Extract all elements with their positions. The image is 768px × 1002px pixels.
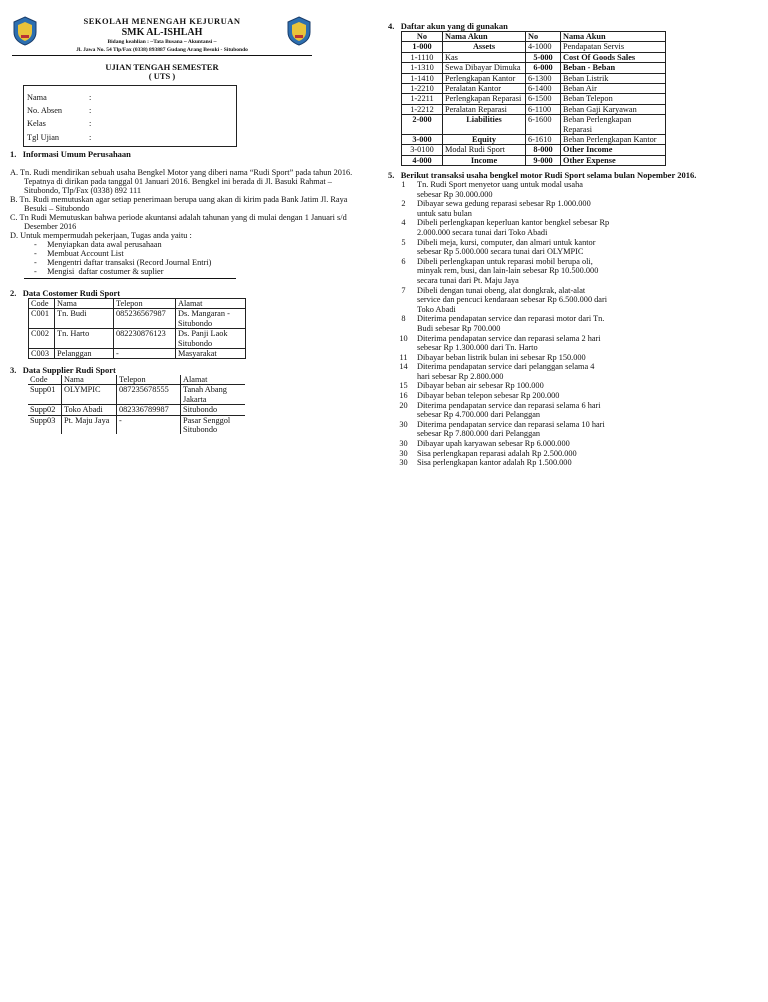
account-number-cell: 3-0100 <box>402 145 443 155</box>
account-name-cell: Peralatan Kantor <box>443 84 526 94</box>
account-number-cell: 4-1000 <box>526 42 561 52</box>
transaction-date: 30 <box>399 439 408 449</box>
transaction-date: 5 <box>401 237 406 247</box>
transaction-item <box>390 381 667 391</box>
task-item: - Membuat Account List <box>34 249 124 258</box>
cell: - <box>114 349 176 359</box>
transaction-line: sebesar Rp 30.000.000 <box>417 189 493 199</box>
account-name-cell: Liabilities <box>443 115 526 135</box>
account-name-cell: Beban Perlengkapan Kantor <box>561 135 666 145</box>
transaction-line: Diterima pendapatan service dari pelanggan selama 4 <box>417 362 595 372</box>
transaction-line: service dan pencuci kendaraan sebesar Rp 6.500.000 dari <box>417 295 608 305</box>
transaction-date: 14 <box>399 362 408 372</box>
info-a-line1: A. Tn. Rudi mendirikan sebuah usaha Bengkel Motor yang diberi nama “Rudi Sport” pada tahun 2016. <box>10 168 353 177</box>
transaction-date: 8 <box>401 314 406 324</box>
identity-box <box>23 85 237 147</box>
identity-label: Tgl Ujian <box>27 133 60 142</box>
table-row <box>402 94 666 104</box>
task-item: - Mengentri daftar transaksi (Record Journal Entri) <box>34 258 212 267</box>
account-number-cell: 4-000 <box>402 155 443 165</box>
transaction-description <box>417 439 667 449</box>
account-number-cell: 3-000 <box>402 135 443 145</box>
section5-title: 5. Berikut transaksi usaha bengkel motor Rudi Sport selama bulan Nopember 2016. <box>388 170 697 180</box>
school-type: SEKOLAH MENENGAH KEJURUAN <box>83 16 241 26</box>
info-d-line1: D. Untuk mempermudah pekerjaan, Tugas anda yaitu : <box>10 231 192 240</box>
identity-sep: : <box>89 133 92 142</box>
task-item: - Menyiapkan data awal perusahaan <box>34 240 162 249</box>
table-row <box>28 415 245 434</box>
transaction-description <box>417 218 667 237</box>
transaction-line: Dibayar upah karyawan sebesar Rp 6.000.000 <box>417 439 570 449</box>
identity-row <box>27 127 91 145</box>
account-name-cell: Equity <box>443 135 526 145</box>
column-header: Alamat <box>176 299 246 309</box>
account-name-cell: Beban Telepon <box>561 94 666 104</box>
table-row <box>29 349 246 359</box>
table-row <box>402 115 666 135</box>
school-emblem-right-icon <box>286 16 312 46</box>
transaction-description <box>417 314 667 333</box>
school-name: SMK AL-ISHLAH <box>121 27 203 38</box>
table-header-row <box>29 299 246 309</box>
transaction-item <box>390 334 667 353</box>
transaction-description <box>417 449 667 459</box>
transaction-description <box>417 420 667 439</box>
table-row <box>402 52 666 62</box>
column-header: Nama <box>62 375 117 385</box>
column-header: Nama Akun <box>561 32 666 42</box>
cell: Pt. Maju Jaya <box>62 415 117 434</box>
transaction-item <box>390 439 667 449</box>
transaction-line: Diterima pendapatan service dan reparasi motor dari Tn. <box>417 314 605 324</box>
school-fields: Bidang keahlian : ~Tata Busana ~ Akuntansi ~ <box>107 39 217 45</box>
account-name-cell: Other Income <box>561 145 666 155</box>
account-number-cell: 8-000 <box>526 145 561 155</box>
cell: C003 <box>29 349 55 359</box>
cell: 082336789987 <box>117 405 181 415</box>
cell: Supp03 <box>30 415 56 425</box>
transaction-line: Dibayar sewa gedung reparasi sebesar Rp 1.000.000 <box>417 199 591 209</box>
transaction-line: sebesar Rp 1.300.000 dari Tn. Harto <box>417 343 538 353</box>
exam-title: UJIAN TENGAH SEMESTER <box>105 62 219 72</box>
transaction-date: 2 <box>401 199 406 209</box>
account-number-cell: 1-2211 <box>402 94 443 104</box>
table-row <box>402 42 666 52</box>
account-name-cell: Perlengkapan Kantor <box>443 73 526 83</box>
cell: 087235678555 <box>117 385 181 405</box>
transaction-item <box>390 353 667 363</box>
transaction-line: 2.000.000 secara tunai dari Toko Abadi <box>417 227 548 237</box>
transaction-description <box>417 401 667 420</box>
account-number-cell: 1-1110 <box>402 52 443 62</box>
column-header: Telepon <box>117 375 181 385</box>
transaction-description <box>417 458 667 468</box>
table-row <box>402 63 666 73</box>
cell: Ds. Panji Laok Situbondo <box>176 329 246 349</box>
table-row <box>402 145 666 155</box>
table-row <box>402 104 666 114</box>
cell: C001 <box>29 309 55 329</box>
account-name-cell: Other Expense <box>561 155 666 165</box>
account-name-cell: Beban Gaji Karyawan <box>561 104 666 114</box>
transaction-line: sebesar Rp 7.800.000 dari Pelanggan <box>417 429 541 439</box>
table-row <box>28 385 245 405</box>
account-name-cell: Income <box>443 155 526 165</box>
info-a-line3: Situbondo, Tlp/Fax (0338) 892 111 <box>24 186 142 195</box>
transaction-item <box>390 286 667 315</box>
school-emblem-left-icon <box>12 16 38 46</box>
info-a-line2: Tepatnya di dirikan pada tanggal 01 Januari 2016. Bengkel ini berada di Jl. Basuki Rahmat – <box>24 177 332 186</box>
transaction-line: secara tunai dari Pt. Maju Jaya <box>417 275 519 285</box>
account-number-cell: 1-1410 <box>402 73 443 83</box>
identity-label: No. Absen <box>27 106 63 115</box>
cell: C002 <box>29 329 55 349</box>
cell: Ds. Mangaran - Situbondo <box>176 309 246 329</box>
cell: Supp02 <box>28 405 62 415</box>
cell: Toko Abadi <box>62 405 117 415</box>
cell: - <box>117 415 181 434</box>
transaction-line: Toko Abadi <box>417 304 456 314</box>
section1-title: 1. Informasi Umum Perusahaan <box>10 149 131 159</box>
transaction-date: 6 <box>401 256 406 266</box>
transaction-list <box>390 180 667 468</box>
transaction-line: untuk satu bulan <box>417 208 472 218</box>
identity-label: Nama <box>27 93 47 102</box>
account-name-cell: Cost Of Goods Sales <box>561 52 666 62</box>
transaction-line: sebesar Rp 5.000.000 secara tunai dari OLYMPIC <box>417 247 584 257</box>
transaction-line: Dibayar beban air sebesar Rp 100.000 <box>417 381 544 391</box>
account-number-cell: 6-1100 <box>526 104 561 114</box>
cell: Tanah Abang Jakarta <box>181 385 246 405</box>
account-number-cell: 2-000 <box>402 115 443 135</box>
transaction-line: Diterima pendapatan service dan reparasi selama 2 hari <box>417 333 601 343</box>
section2-title: 2. Data Costomer Rudi Sport <box>10 288 121 298</box>
supplier-table <box>28 375 245 434</box>
info-b-line2: Besuki – Situbondo <box>24 204 90 213</box>
transaction-line: Dibayar beban telepon sebesar Rp 200.000 <box>417 391 560 401</box>
column-header: Alamat <box>181 375 246 385</box>
column-header: Code <box>28 375 62 385</box>
transaction-item <box>390 218 667 237</box>
transaction-item <box>390 449 667 459</box>
transaction-date: 30 <box>399 419 408 429</box>
identity-sep: : <box>89 93 92 102</box>
info-c-line2: Desember 2016 <box>24 222 77 231</box>
account-name-cell: Peralatan Reparasi <box>443 104 526 114</box>
account-name-cell: Beban - Beban <box>561 63 666 73</box>
transaction-date: 15 <box>399 381 408 391</box>
transaction-line: sebesar Rp 4.700.000 dari Pelanggan <box>417 410 541 420</box>
cell: 082230876123 <box>114 329 176 349</box>
cell: Tn. Budi <box>55 309 114 329</box>
transaction-description <box>417 199 667 218</box>
transaction-date: 10 <box>399 333 408 343</box>
transaction-line: Dibeli dengan tunai obeng, alat dongkrak, alat-alat <box>417 285 586 295</box>
info-c-line1: C. Tn Rudi Memutuskan bahwa periode akuntansi adalah tahunan yang di mulai dengan 1 Januari s/d <box>10 213 347 222</box>
cell: Masyarakat <box>176 349 246 359</box>
transaction-line: hari sebesar Rp 2.800.000 <box>417 371 504 381</box>
transaction-description <box>417 238 667 257</box>
table-row <box>29 329 246 349</box>
cell: Pasar Senggol Situbondo <box>181 415 246 434</box>
account-number-cell: 1-1310 <box>402 63 443 73</box>
customer-table <box>28 298 246 359</box>
account-number-cell: 6-1400 <box>526 84 561 94</box>
account-name-cell: Beban Air <box>561 84 666 94</box>
account-name-cell: Modal Rudi Sport <box>443 145 526 155</box>
transaction-item <box>390 314 667 333</box>
info-b-line1: B. Tn. Rudi memutuskan agar setiap penerimaan berupa uang akan di kirim pada Bank Jatim Jl. Raya <box>10 195 348 204</box>
account-name-cell: Assets <box>443 42 526 52</box>
transaction-item <box>390 362 667 381</box>
table-row <box>402 155 666 165</box>
cell: OLYMPIC <box>62 385 117 405</box>
transaction-description <box>417 381 667 391</box>
transaction-line: Diterima pendapatan service dan reparasi selama 6 hari <box>417 400 601 410</box>
transaction-date: 4 <box>401 218 406 228</box>
cell: Pelanggan <box>55 349 114 359</box>
account-list-table <box>401 31 666 166</box>
account-number-cell: 6-1610 <box>526 135 561 145</box>
cell: 085236567987 <box>114 309 176 329</box>
transaction-line: Dibeli perlengkapan keperluan kantor bengkel sebesar Rp <box>417 218 610 228</box>
column-header: No <box>402 32 443 42</box>
cell: Situbondo <box>181 405 246 415</box>
account-number-cell: 5-000 <box>526 52 561 62</box>
account-number-cell: 6-1500 <box>526 94 561 104</box>
transaction-item <box>390 199 667 218</box>
table-row <box>402 73 666 83</box>
table-row <box>402 135 666 145</box>
account-name-cell: Beban Perlengkapan Reparasi <box>561 115 666 135</box>
account-number-cell: 6-1600 <box>526 115 561 135</box>
transaction-date: 11 <box>399 352 408 362</box>
transaction-description <box>417 257 667 286</box>
header-divider <box>12 55 312 56</box>
account-number-cell: 9-000 <box>526 155 561 165</box>
table-header-row <box>28 375 245 385</box>
transaction-date: 1 <box>401 180 406 189</box>
account-name-cell: Pendapatan Servis <box>561 42 666 52</box>
identity-sep: : <box>89 119 92 128</box>
column-header: Nama <box>55 299 114 309</box>
transaction-description <box>417 391 667 401</box>
transaction-item <box>390 391 667 401</box>
account-number-cell: 1-000 <box>402 42 443 52</box>
school-address: Jl. Jawa No. 54 Tlp/Fax (0338) 893887 Gudang Arang Besuki - Situbondo <box>76 47 248 53</box>
table-row <box>28 405 245 415</box>
transaction-line: minyak rem, busi, dan lain-lain sebesar Rp 10.500.000 <box>417 266 599 276</box>
letterhead <box>12 14 312 54</box>
transaction-line: Diterima pendapatan service dan reparasi selama 10 hari <box>417 419 605 429</box>
cell: Tn. Harto <box>55 329 114 349</box>
account-name-cell: Beban Listrik <box>561 73 666 83</box>
transaction-date: 20 <box>399 400 408 410</box>
transaction-line: Dibeli meja, kursi, computer, dan almari untuk kantor <box>417 237 596 247</box>
transaction-date: 30 <box>399 448 408 458</box>
transaction-line: Budi sebesar Rp 700.000 <box>417 323 501 333</box>
column-header: No <box>526 32 561 42</box>
task-item: - Mengisi daftar costumer & suplier <box>34 267 164 276</box>
transaction-description <box>417 334 667 353</box>
table-row <box>402 84 666 94</box>
section4-title: 4. Daftar akun yang di gunakan <box>388 21 508 31</box>
transaction-line: Sisa perlengkapan reparasi adalah Rp 2.500.000 <box>417 448 577 458</box>
transaction-date: 7 <box>401 285 406 295</box>
cell: Supp01 <box>28 385 62 405</box>
column-header: Nama Akun <box>443 32 526 42</box>
transaction-item <box>390 458 667 468</box>
account-number-cell: 6-1300 <box>526 73 561 83</box>
section3-title: 3. Data Supplier Rudi Sport <box>10 365 116 375</box>
identity-label: Kelas <box>27 119 46 128</box>
transaction-item <box>390 180 667 199</box>
transaction-item <box>390 238 667 257</box>
column-header: Code <box>29 299 55 309</box>
transaction-item <box>390 257 667 286</box>
transaction-description <box>417 180 667 199</box>
transaction-line: Dibayar beban listrik bulan ini sebesar Rp 150.000 <box>417 352 586 362</box>
column-header: Telepon <box>114 299 176 309</box>
table-row <box>29 309 246 329</box>
transaction-line: Dibeli perlengkapan untuk reparasi mobil berupa oli, <box>417 256 593 266</box>
transaction-item <box>390 401 667 420</box>
identity-sep: : <box>89 106 92 115</box>
account-number-cell: 6-000 <box>526 63 561 73</box>
account-name-cell: Perlengkapan Reparasi <box>443 94 526 104</box>
transaction-description <box>417 362 667 381</box>
account-number-cell: 1-2210 <box>402 84 443 94</box>
transaction-line: Tn. Rudi Sport menyetor uang untuk modal usaha <box>417 180 583 189</box>
exam-subtitle: ( UTS ) <box>148 71 176 81</box>
account-name-cell: Kas <box>443 52 526 62</box>
transaction-description <box>417 353 667 363</box>
table-header-row <box>402 32 666 42</box>
section1-divider <box>24 278 236 279</box>
transaction-date: 30 <box>399 458 408 468</box>
account-number-cell: 1-2212 <box>402 104 443 114</box>
transaction-date: 16 <box>399 391 408 401</box>
transaction-line: Sisa perlengkapan kantor adalah Rp 1.500.000 <box>417 458 572 468</box>
account-name-cell: Sewa Dibayar Dimuka <box>443 63 526 73</box>
transaction-description <box>417 286 667 315</box>
transaction-item <box>390 420 667 439</box>
